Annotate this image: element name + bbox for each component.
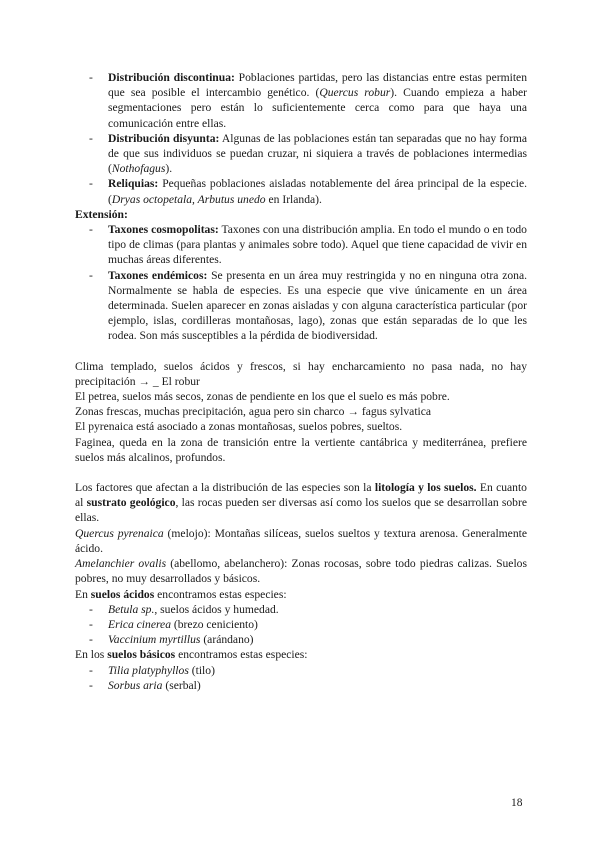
extension-heading: Extensión: — [75, 207, 128, 221]
note-line: El petrea, suelos más secos, zonas de pendiente en los que el suelo es más pobre. — [75, 390, 450, 404]
acid-species-list — [75, 602, 527, 648]
spacer — [75, 465, 527, 480]
term: Reliquias: — [108, 177, 159, 191]
list-item: - Distribución disyunta: Algunas de las poblaciones están tan separadas que no hay forma de que sus individuos se puedan cruzar, ni siquiera a través de poblaciones intermedias (Nothofagus). — [75, 131, 527, 177]
list-item: - Distribución discontinua: Poblaciones partidas, pero las distancias entre estas permiten que sea posible el intercambio genético. (Quercus robur). Cuando empieza a haber segmentaciones pero están lo suficientemente cerca como para que haya una comunicación entre ellas. — [75, 70, 527, 131]
notes-block — [75, 359, 527, 465]
list-item: - Vaccinium myrtillus (arándano) — [75, 632, 527, 647]
list-item: - Erica cinerea (brezo ceniciento) — [75, 617, 527, 632]
list-item: - Reliquias: Pequeñas poblaciones aisladas notablemente del área principal de la especie. (Dryas octopetala, Arbutus unedo en Irlanda). — [75, 176, 527, 206]
term: Taxones cosmopolitas: — [108, 223, 219, 237]
list-item: - Taxones cosmopolitas: Taxones con una distribución amplia. En todo el mundo o en todo tipo de climas (para plantas y animales sobre todo). Aquel que tiene capacidad de vivir en muchas áreas diferentes. — [75, 222, 527, 268]
species-paragraph: Amelanchier ovalis (abellomo, abelanchero): Zonas rocosas, sobre todo piedras calizas. Suelos pobres, no muy desarrollados y básicos. — [75, 557, 527, 586]
acid-soils-intro: En suelos ácidos encontramos estas especies: — [75, 587, 287, 601]
page-number: 18 — [511, 797, 523, 809]
note-line: Faginea, queda en la zona de transición entre la vertiente cantábrica y mediterránea, prefiere suelos más alcalinos, profundos. — [75, 435, 527, 464]
species-paragraph: Quercus pyrenaica (melojo): Montañas silíceas, suelos sueltos y textura arenosa. Generalmente ácido. — [75, 526, 527, 555]
note-line: El pyrenaica está asociado a zonas montañosas, suelos pobres, sueltos. — [75, 420, 403, 434]
spacer — [75, 344, 527, 359]
list-item: - Taxones endémicos: Se presenta en un área muy restringida y no en ninguna otra zona. Normalmente se habla de especies. Es una especie que vive únicamente en un área determinada. Suelen aparecer en zonas aisladas y con alguna característica particular (por ejemplo, islas, cordilleras montañosas, lago), zonas que están separadas de lo que les rodea. Son más susceptibles a la pérdida de biodiversidad. — [75, 268, 527, 344]
factors-block — [75, 480, 527, 693]
note-line: Zonas frescas, muchas precipitación, agua pero sin charco → fagus sylvatica — [75, 405, 432, 419]
list-item: - Tilia platyphyllos (tilo) — [75, 663, 527, 678]
basic-species-list — [75, 663, 527, 693]
term: Taxones endémicos: — [108, 268, 208, 282]
list-item: - Sorbus aria (serbal) — [75, 678, 527, 693]
term: Distribución disyunta: — [108, 131, 220, 145]
distribution-list — [75, 70, 527, 207]
list-item: - Betula sp., suelos ácidos y humedad. — [75, 602, 527, 617]
extension-list — [75, 222, 527, 344]
basic-soils-intro: En los suelos básicos encontramos estas especies: — [75, 648, 308, 662]
document-page — [75, 70, 527, 693]
term: Distribución discontinua: — [108, 71, 235, 84]
note-line: Clima templado, suelos ácidos y frescos, si hay encharcamiento no pasa nada, no hay precipitación → _ El robur — [75, 359, 527, 388]
factors-paragraph: Los factores que afectan a la distribución de las especies son la litología y los suelos. En cuanto al sustrato geológico, las rocas pueden ser diversas así como los suelos que se desarrollan sobre ellas. — [75, 481, 527, 525]
